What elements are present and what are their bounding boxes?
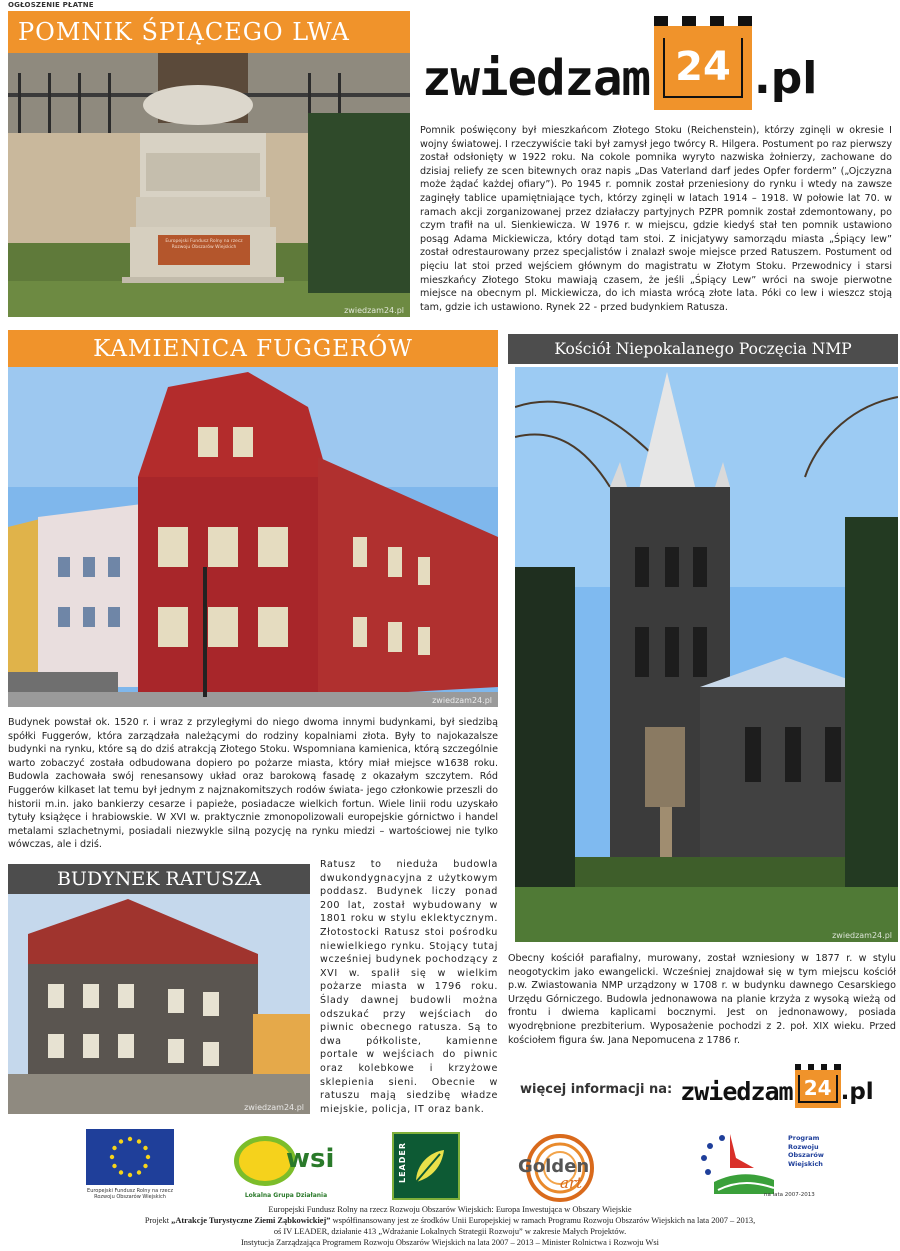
ratusz-text: Ratusz to nieduża budowla dwukondygnacyjna z użytkowym poddasz. Budynek liczy ponad 200 lat, został wybudowany w 1801 roku w stylu eklektycznym. Złotostocki Ratusz stoi pośrodku niewielkiego rynku. Stojący tutaj wcześniej budynek pochodzący z XVI w. spalił się w wielkim pożarze miasta w 1796 roku. Ślady dawnej budowli można odszukać przy wejściach do piwnic obecnego ratusza. Są to dwa półkoliste, kamienne portale w wejściach do piwnic oraz kolebkowe i krzyżowe sklepienia sieni. Obecnie w ratuszu mają siedzibę władze miejskie, policja, IT oraz bank. [320,859,498,1115]
ratusz-photo [8,894,310,1114]
golden-art-logo [514,1132,606,1204]
golden-word: Golden [518,1156,590,1177]
kamienica-title: KAMIENICA FUGGERÓW [8,330,498,367]
eu-flag-icon [86,1129,174,1185]
eu-flag-logo [84,1128,176,1200]
pomnik-photo [8,53,410,317]
leader-label: LEADER [398,1142,407,1184]
kamienica-text: Budynek powstał ok. 1520 r. i wraz z przyległymi do niego dwoma innymi budynkami, był siedzibą spółki Fuggerów, która zarządzała należącymi do rodziny kopalniami złota. Były to najokazalsze budynki na rynku, które są do dziś atrakcją Złotego Stoku. Wspomniana kamienica, którą szczególnie warto zobaczyć została odbudowana dopiero po pożarze miasta, który miał miejsce w1638 roku. Budowla zachowała swój renesansowy układ oraz barokową fasadę z okazałym szczytem. Ród Fuggerów kilkaset lat temu był jednym z najznakomitszych rodów świata- jego członkowie przeszli do historii m.in. jako bankierzy cesarze i papieże, posiadacze wielkich fortun. Wiele linii rodu uzyskało tytuły książęce i hrabiowskie. W XVI w. praktycznie zmonopolizowali europejskie górnictwo i handel metalami szlachetnymi, posiadali niezwykle silną pozycję na rynku miedzi – wartościowej nie tylko wówczas, ale i dziś. [8,717,498,851]
brand-logo-word: zwiedzam [422,50,651,107]
kosciol-text: Obecny kościół parafialny, murowany, został wzniesiony w 1877 r. w stylu neogotyckim jako ewangelicki. Wcześniej znajdował się w tym miejscu kościół p.w. Zwiastowania NMP urządzony w 1708 r. w budynku dawnego Cesarskiego Urzędu Górniczego. Budowla jednonawowa na planie krzyża z wysoką wieżą od frontu i dwiema kaplicami bocznymi. Jest on jednonawowy, posiada wyodrębnione prezbiterium. Wyposażenie pochodzi z 2. poł. XIX wieku. Przed kościołem figura św. Jana Nepomucena z 1786 r. [508,953,896,1046]
more-info-label: więcej informacji na: [520,1081,673,1097]
pomnik-watermark: zwiedzam24.pl [344,306,404,315]
qwsi-sub: Lokalna Grupa Działania [244,1191,328,1199]
kosciol-watermark: zwiedzam24.pl [832,931,892,940]
qwsi-word: wsi [286,1143,335,1174]
ratusz-title: BUDYNEK RATUSZA [8,864,310,894]
more-info-logo-tld: .pl [840,1079,874,1105]
pomnik-plaque: Europejski Fundusz Rolny na rzecz Rozwoju Obszarów Wiejskich [165,239,243,250]
footer-project-name: „Atrakcje Turystyczne Ziemi Ząbkowickiej” [171,1216,331,1225]
more-info-logo-tower [795,1070,841,1108]
brand-logo-tld: .pl [754,53,818,104]
eu-caption: Europejski Fundusz Rolny na rzecz Rozwoju Obszarów Wiejskich [87,1187,173,1200]
more-info-logo[interactable] [680,1070,874,1108]
prow-text [788,1134,824,1168]
footer-line-2-pre: Projekt [144,1216,172,1225]
kosciol-photo [515,367,898,942]
qwsi-logo [232,1130,340,1202]
brand-logo-tower [654,26,752,110]
prow-line-3: Obszarów [788,1151,824,1159]
kosciol-title: Kościół Niepokalanego Poczęcia NMP [508,334,898,364]
pomnik-title: POMNIK ŚPIĄCEGO LWA [8,11,410,53]
paid-notice: OGŁOSZENIE PŁATNE [8,1,94,9]
brand-logo-number: 24 [663,38,743,98]
prow-line-1: Program [788,1134,820,1142]
golden-script: art [560,1174,583,1192]
ratusz-watermark: zwiedzam24.pl [244,1103,304,1112]
prow-logo [694,1128,834,1204]
kamienica-photo [8,367,498,707]
more-info-logo-word: zwiedzam [680,1077,793,1106]
footer-line-2-post: współfinansowany jest ze środków Unii Europejskiej w ramach Programu Rozwoju Obszarów Wiejskich na lata 2007 – 2013, [330,1216,756,1225]
brand-logo [422,14,892,110]
footer-line-1: Europejski Fundusz Rolny na rzecz Rozwoju Obszarów Wiejskich: Europa Inwestująca w Obszary Wiejskie [268,1205,632,1214]
pomnik-text: Pomnik poświęcony był mieszkańcom Złotego Stoku (Reichenstein), którzy zginęli w okresie I wojny światowej. I rzeczywiście taki był zamysł jego twórcy R. Hilgera. Postument po raz pierwszy został odsłonięty w 1922 roku. Na cokole pomnika wyryto nazwiska żołnierzy, zachowane do dzisiaj reliefy ze scen bitewnych oraz napis „Das Vaterland darf jedes Opfer forderm” („Ojczyzna może żądać każdej ofiary”). Po 1945 r. pomnik został przeniesiony do rynku i wtedy na zawsze zaginęły tablice upamiętniające tych, którzy zginęli w latach 1914 – 1918. W połowie lat 70. w ramach akcji zorganizowanej przez działaczy partyjnych PZPR pomnik został zdemontowany, po czym trafił na ul. Sienkiewicza. W 1976 r. w miejscu, gdzie kiedyś stał ten pomnik ustawiono posąg Adama Mickiewicza, który dotąd tam stoi. Z inicjatywy samorządu miasta „Śpiący lew” został odrestaurowany przez specjalistów i znalazł swoje miejsce przed Ratuszem. Postument od pięciu lat stoi przed wejściem głównym do magistratu w Złotym Stoku. Przewodnicy i starsi mieszkańcy Złotego Stoku mawiają czasem, że jeśli „Śpiący Lew” wróci na swoje pierwotne miejsce na obecnym pl. Mickiewicza, do ich miasta wrócą złote lata. Póki co lew i wieszcz stoją tam, gdzie ich ustawiono. Rynek 22 - przed budynkiem Ratusza. [420,125,892,313]
footer-line-2 [20,1215,880,1226]
footer [20,1204,880,1248]
prow-period: na lata 2007-2013 [764,1192,815,1198]
more-info [520,1063,890,1115]
prow-emblem-icon [694,1128,778,1200]
kamienica-watermark: zwiedzam24.pl [432,696,492,705]
leader-logo [392,1132,460,1200]
prow-line-4: Wiejskich [788,1159,823,1168]
footer-line-4: Instytucja Zarządzająca Programem Rozwoju Obszarów Wiejskich na lata 2007 – 2013 – Minister Rolnictwa i Rozwoju Wsi [241,1238,659,1247]
more-info-logo-number: 24 [798,1075,838,1103]
footer-line-3: oś IV LEADER, działanie 413 „Wdrażanie Lokalnych Strategii Rozwoju” w zakresie Małych Projektów. [273,1227,627,1236]
prow-line-2: Rozwoju [788,1142,819,1151]
